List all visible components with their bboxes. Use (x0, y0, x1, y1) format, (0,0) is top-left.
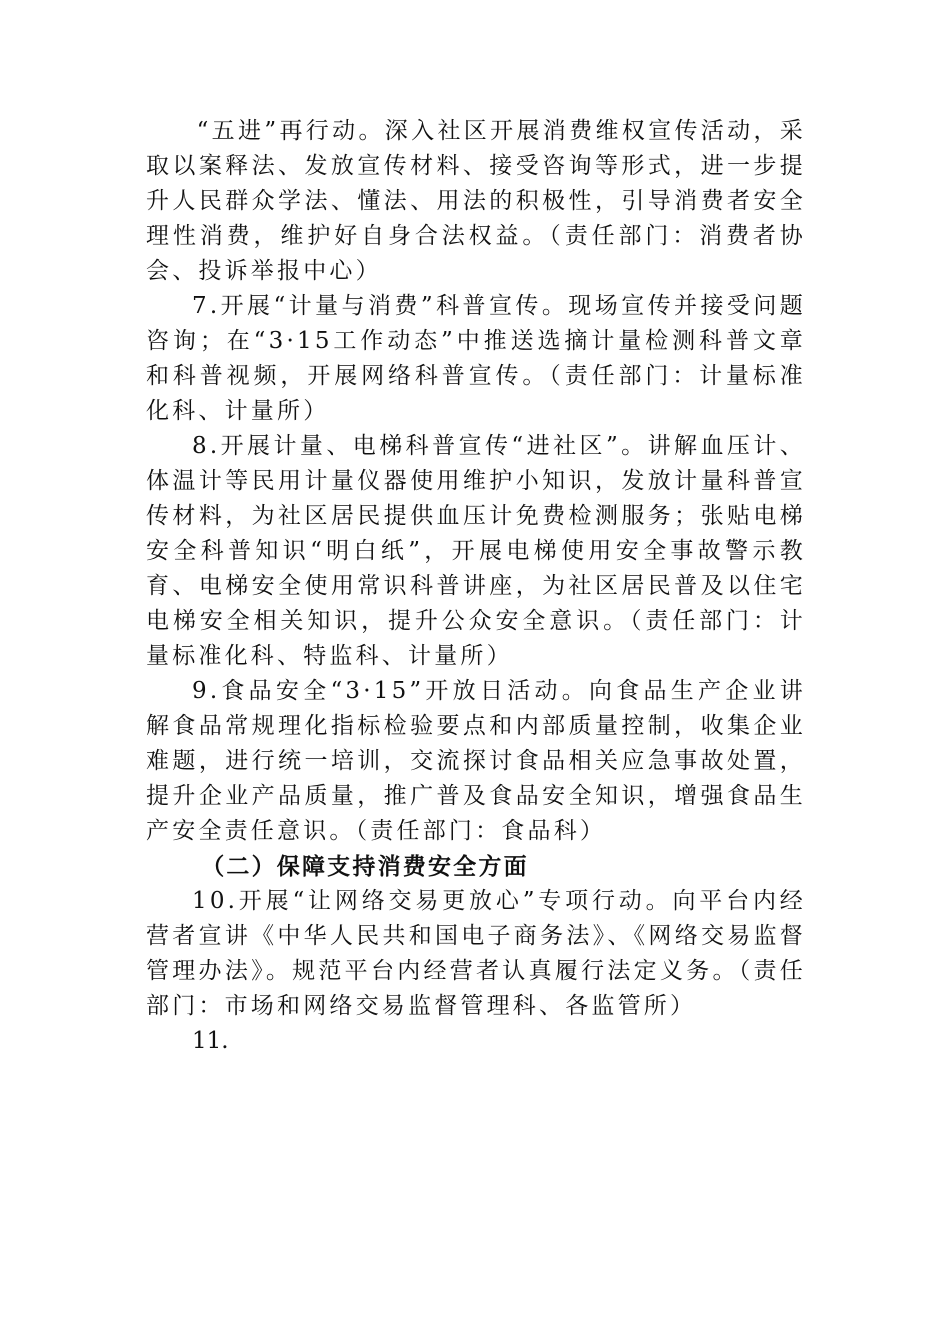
paragraph-five-entries: “五进”再行动。深入社区开展消费维权宣传活动，采取以案释法、发放宣传材料、接受咨询等形式，进一步提升人民群众学法、懂法、用法的积极性，引导消费者安全理性消费，维护好自身合法权益。（责任部门：消费者协会、投诉举报中心） (146, 118, 806, 284)
paragraph-item-11: 11. (192, 1028, 229, 1054)
paragraph-item-8: 8.开展计量、电梯科普宣传“进社区”。讲解血压计、体温计等民用计量仪器使用维护小知识，发放计量科普宣传材料，为社区居民提供血压计免费检测服务；张贴电梯安全科普知识“明白纸”，开展电梯使用安全事故警示教育、电梯安全使用常识科普讲座，为社区居民普及以住宅电梯安全相关知识，提升公众安全意识。（责任部门：计量标准化科、特监科、计量所） (146, 433, 806, 669)
paragraph-item-9: 9.食品安全“3·15”开放日活动。向食品生产企业讲解食品常规理化指标检验要点和内部质量控制，收集企业难题，进行统一培训，交流探讨食品相关应急事故处置，提升企业产品质量，推广普及食品安全知识，增强食品生产安全责任意识。（责任部门：食品科） (146, 678, 806, 844)
document-body (146, 114, 806, 1059)
section-heading: （二）保障支持消费安全方面 (201, 853, 529, 880)
paragraph-item-10: 10.开展“让网络交易更放心”专项行动。向平台内经营者宣讲《中华人民共和国电子商务法》、《网络交易监督管理办法》。规范平台内经营者认真履行法定义务。（责任部门：市场和网络交易监督管理科、各监管所） (146, 888, 806, 1019)
paragraph-item-7: 7.开展“计量与消费”科普宣传。现场宣传并接受问题咨询；在“3·15工作动态”中推送选摘计量检测科普文章和科普视频，开展网络科普宣传。（责任部门：计量标准化科、计量所） (146, 293, 806, 424)
